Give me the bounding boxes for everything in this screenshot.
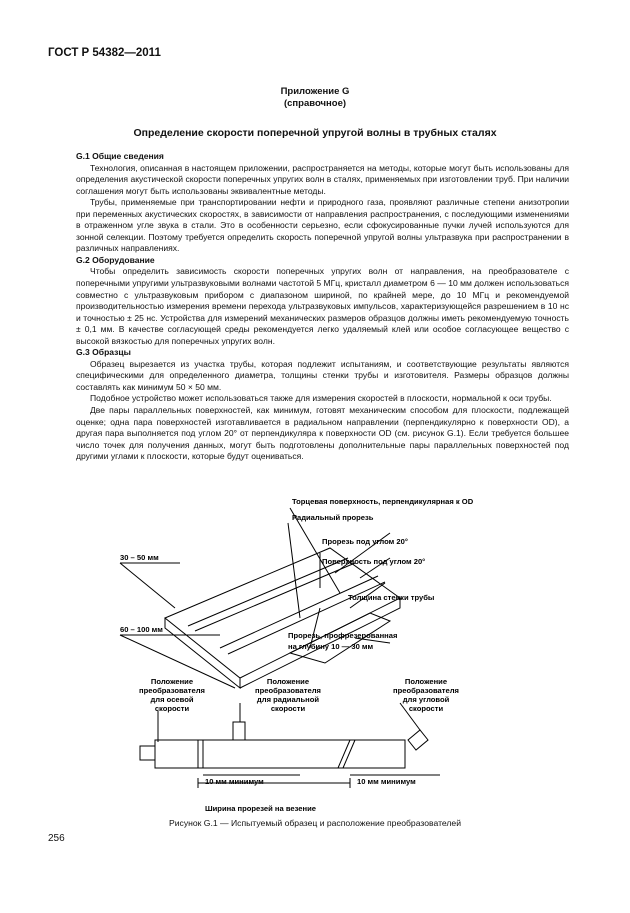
- specimen-figure: [60, 478, 480, 813]
- paragraph: Подобное устройство может использоваться также для измерения скоростей в плоскости, нормальной к оси трубы.: [90, 393, 552, 404]
- section-title: Определение скорости поперечной упругой волны в трубных сталях: [133, 127, 497, 139]
- label-angle: для угловой: [402, 695, 450, 704]
- label-radial: для радиальной: [256, 695, 320, 704]
- label-wall: Толщина стенки трубы: [348, 593, 435, 602]
- figure-caption: Рисунок G.1 — Испытуемый образец и расположение преобразователей: [168, 818, 461, 828]
- label-axial: Положение: [150, 677, 194, 686]
- section-heading: G.2 Оборудование: [76, 254, 155, 265]
- label-axial: преобразователя: [139, 686, 205, 695]
- label-radial: Положение: [266, 677, 310, 686]
- page-number: 256: [48, 833, 65, 844]
- label-radial-slot: Радиальный прорезь: [292, 513, 374, 522]
- label-angle: Положение: [404, 677, 448, 686]
- label-axial: для осевой: [150, 695, 194, 704]
- label-angle: скорости: [408, 704, 444, 713]
- label-dim-60-100: 60 – 100 мм: [120, 625, 163, 634]
- paragraph: Чтобы определить зависимость скорости поперечных упругих волн от направления, на преобразователе с поперечными упругими ультразвуковыми волнами частотой 5 МГц, кристалл диаметром 6 — 10 мм должен использоваться совместно с ультразвуковым прибором с диапазоном шириной, по крайней мере, до 10 МГц и рекомендуемой производительностью измерения времени перехода ультразвуковых импульсов, характеризующейся разрешением в 10 нс и точностью ± 25 нс. Устройства для измерений механических размеров образцов должны иметь рекомендуемую точность ± 0,1 мм. В качестве согласующей среды рекомендуется легко удаляемый клей или особое согласующее вещество с высокой вязкостью для поперечных упругих волн.: [76, 266, 569, 346]
- label-slot-20: Прорезь под углом 20°: [322, 537, 408, 546]
- appendix-type: (справочное): [283, 98, 347, 109]
- section-heading: G.1 Общие сведения: [76, 151, 164, 161]
- label-radial: преобразователя: [255, 686, 321, 695]
- label-angle: преобразователя: [393, 686, 459, 695]
- label-min-left: 10 мм минимум: [205, 777, 264, 786]
- standard-header: ГОСТ Р 54382—2011: [48, 47, 161, 59]
- label-axial: скорости: [154, 704, 190, 713]
- label-milled-1: Прорезь, профрезерованная: [288, 631, 398, 640]
- paragraph: Образец вырезается из участка трубы, которая подлежит испытаниям, и соответствующие результаты являются специфическими для определенного диаметра, толщины стенки трубы и изготовителя. Размеры образцов должны составлять как минимум 50 × 50 мм.: [76, 358, 569, 392]
- appendix-name: Приложение G: [280, 86, 350, 97]
- paragraph: Трубы, применяемые при транспортировании нефти и природного газа, проявляют различные степени анизотропии при переменных акустических скоростях, в зависимости от направления распространения, с последующими изменениями в отраженном угле звука в стали. Это в особенности серьезно, если сфокусированные пучки лучей используются для зонной селекции. Поэтому требуется определить скорость поперечной упругой волны ультразвука при распространении в различных направлениях.: [76, 197, 569, 254]
- paragraph: Две пары параллельных поверхностей, как минимум, готовят механическим способом для плоскости, подлежащей оценке; одна пара поверхностей изготавливается в радиальном направлении (перпендикулярно к поверхности OD), а другая пара выполняется под углом 20° от перпендикуляра к поверхности OD (см. рисунок G.1). Если требуется большее число точек для получения данных, могут быть подготовлены дополнительные пары параллельных поверхностей под другими углами к плоскости, которые будут оцениваться.: [76, 405, 569, 462]
- label-milled-2: на глубину 10 — 30 мм: [288, 642, 374, 651]
- label-surface-20: Поверхность под углом 20°: [322, 557, 426, 566]
- body-text: [76, 151, 569, 463]
- label-radial: скорости: [270, 704, 306, 713]
- paragraph: Технология, описанная в настоящем приложении, распространяется на методы, которые могут быть использованы для определения акустической скорости поперечных упругих волн в сталях, применяемых при изготовлении труб. При наличии соглашения могут быть использованы эквивалентные методы.: [76, 162, 569, 196]
- label-min-right: 10 мм минимум: [357, 777, 416, 786]
- label-end-surface: Торцевая поверхность, перпендикулярная к OD: [292, 497, 474, 506]
- section-heading: G.3 Образцы: [76, 347, 131, 358]
- label-dim-30-50: 30 – 50 мм: [120, 553, 159, 562]
- label-weld-width: Ширина прорезей на везение: [205, 804, 317, 813]
